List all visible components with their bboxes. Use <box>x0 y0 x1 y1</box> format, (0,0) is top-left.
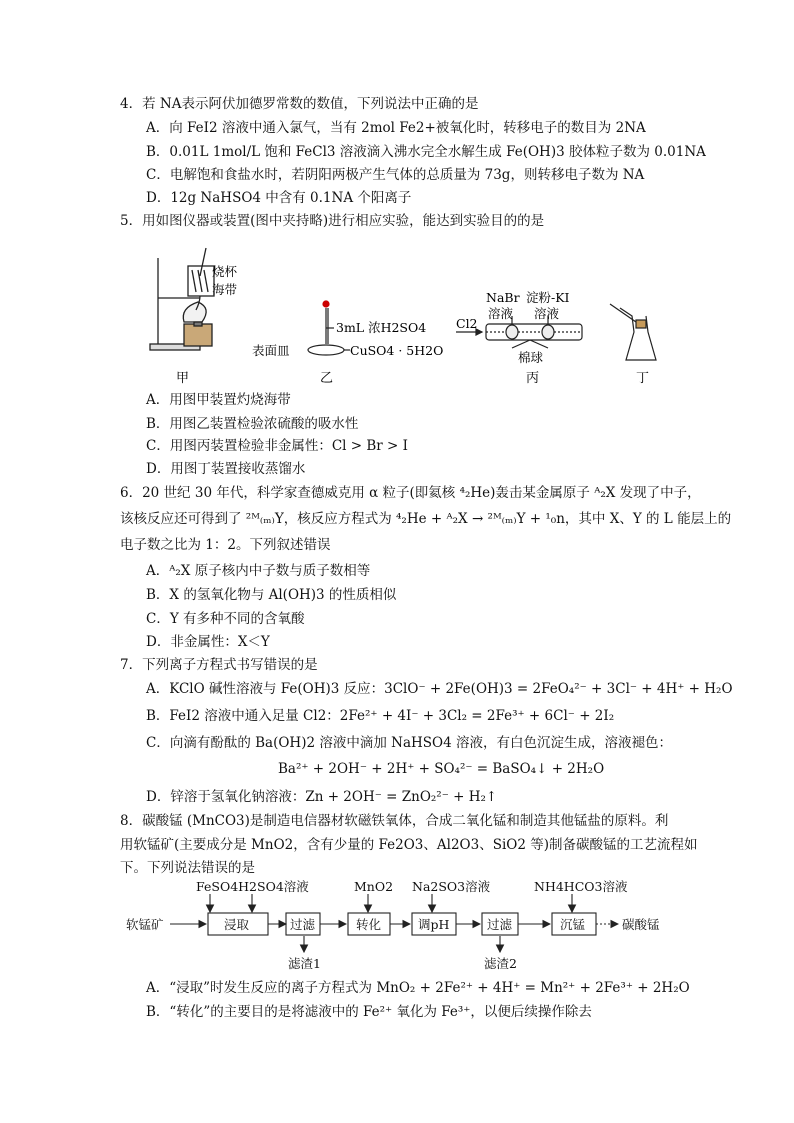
label-acid: 3mL 浓H2SO4 <box>336 320 427 335</box>
apparatus-ding <box>610 304 656 360</box>
flow-step-filter2: 过滤 <box>487 917 513 932</box>
q6-stem-line1: 6．20 世纪 30 年代，科学家查德威克用 α 粒子(即氦核 ⁴₂He)轰击某金属原子 ᴬ₂X 发现了中子， <box>120 485 701 501</box>
flow-step-adjust-ph: 调pH <box>418 917 450 932</box>
q7-option-c: C．向滴有酚酞的 Ba(OH)2 溶液中滴加 NaHSO4 溶液，有白色沉淀生成，溶液褪色： <box>146 735 672 751</box>
label-nabr: NaBr <box>486 290 520 305</box>
q6-option-b: B．X 的氢氧化物与 Al(OH)3 的性质相似 <box>146 587 397 603</box>
flow-residue2: 滤渣2 <box>484 956 517 971</box>
flow-step-leach: 浸取 <box>224 917 250 932</box>
flow-input: 软锰矿 <box>126 917 164 932</box>
flow-reagent-mno2: MnO2 <box>354 879 394 894</box>
q6-stem-line3: 电子数之比为 1：2。下列叙述错误 <box>120 537 331 553</box>
label-starch-ki: 淀粉-KI <box>526 290 570 305</box>
label-starch-ki-solution: 溶液 <box>534 306 560 321</box>
q8-stem-line1: 8．碳酸锰 (MnCO3)是制造电信器材软磁铁氧体，合成二氧化锰和制造其他锰盐的原料。利 <box>120 813 669 829</box>
q7-option-c-equation: Ba²⁺ + 2OH⁻ + 2H⁺ + SO₄²⁻ = BaSO₄↓ + 2H₂O <box>278 761 605 777</box>
q8-option-b: B．“转化”的主要目的是将滤液中的 Fe²⁺ 氧化为 Fe³⁺，以便后续操作除去 <box>146 1004 592 1020</box>
q5-option-b: B．用图乙装置检验浓硫酸的吸水性 <box>146 416 359 432</box>
q5-stem: 5．用如图仪器或装置(图中夹持略)进行相应实验，能达到实验目的的是 <box>120 213 545 229</box>
q7-option-b: B．FeI2 溶液中通入足量 Cl2：2Fe²⁺ + 4I⁻ + 3Cl₂ = 2Fe³⁺ + 6Cl⁻ + 2I₂ <box>146 708 615 724</box>
q4-option-c: C．电解饱和食盐水时，若阴阳两极产生气体的总质量为 73g，则转移电子数为 NA <box>146 167 645 183</box>
flow-reagent-na2so3: Na2SO3溶液 <box>412 879 491 894</box>
q6-option-d: D．非金属性：X＜Y <box>146 634 270 650</box>
q8-option-a: A．“浸取”时发生反应的离子方程式为 MnO₂ + 2Fe²⁺ + 4H⁺ = Mn²⁺ + 2Fe³⁺ + 2H₂O <box>146 980 690 996</box>
q6-stem-line2: 该核反应还可得到了 ²ᴹ₍ₘ₎Y，核反应方程式为 ⁴₂He + ᴬ₂X → ²ᴹ₍ₘ₎Y + ¹₀n，其中 X、Y 的 L 能层上的 <box>120 511 732 527</box>
q8-stem-line3: 下。下列说法错误的是 <box>120 860 255 876</box>
q5-option-a: A．用图甲装置灼烧海带 <box>146 392 291 408</box>
q5-option-c: C．用图丙装置检验非金属性：Cl > Br > I <box>146 438 408 454</box>
label-salt: CuSO4 · 5H2O <box>350 343 444 358</box>
label-jia: 甲 <box>176 371 190 386</box>
apparatus-jia <box>150 248 214 350</box>
label-dish: 表面皿 <box>252 343 290 358</box>
flow-reagent-feso4: FeSO4H2SO4溶液 <box>196 879 309 894</box>
label-cl2: Cl2 <box>456 316 478 331</box>
q8-stem-line2: 用软锰矿(主要成分是 MnO2，含有少量的 Fe2O3、Al2O3、SiO2 等)制备碳酸锰的工艺流程如 <box>120 837 698 853</box>
label-bing: 丙 <box>526 371 540 386</box>
q5-apparatus-figure <box>140 236 680 388</box>
q7-stem: 7．下列离子方程式书写错误的是 <box>120 657 318 673</box>
q4-stem: 4．若 NA表示阿伏加德罗常数的数值，下列说法中正确的是 <box>120 96 479 112</box>
flow-reagent-nh4hco3: NH4HCO3溶液 <box>534 879 628 894</box>
q4-option-b: B．0.01L 1mol/L 饱和 FeCl3 溶液滴入沸水完全水解生成 Fe(OH)3 胶体粒子数为 0.01NA <box>146 144 706 160</box>
q5-option-d: D．用图丁装置接收蒸馏水 <box>146 461 306 477</box>
label-yi: 乙 <box>320 371 334 386</box>
q6-option-c: C．Y 有多种不同的含氧酸 <box>146 611 305 627</box>
flow-step-precipitate: 沉锰 <box>560 917 586 932</box>
flow-residue1: 滤渣1 <box>288 956 321 971</box>
label-beaker: 烧杯 <box>212 264 238 279</box>
label-seaweed: 海带 <box>212 282 238 297</box>
flow-output: 碳酸锰 <box>622 917 660 932</box>
q7-option-a: A．KClO 碱性溶液与 Fe(OH)3 反应：3ClO⁻ + 2Fe(OH)3 = 2FeO₄²⁻ + 3Cl⁻ + 4H⁺ + H₂O <box>146 681 733 697</box>
q8-process-flowchart <box>122 878 682 974</box>
flow-step-filter1: 过滤 <box>290 917 316 932</box>
q6-option-a: A．ᴬ₂X 原子核内中子数与质子数相等 <box>146 563 371 579</box>
label-ding: 丁 <box>636 371 650 386</box>
flow-step-convert: 转化 <box>356 917 382 932</box>
q4-option-d: D．12g NaHSO4 中含有 0.1NA 个阳离子 <box>146 190 412 206</box>
label-cotton: 棉球 <box>518 350 544 365</box>
q4-option-a: A．向 FeI2 溶液中通入氯气，当有 2mol Fe2+被氧化时，转移电子的数目为 2NA <box>146 120 646 136</box>
q7-option-d: D．锌溶于氢氧化钠溶液：Zn + 2OH⁻ = ZnO₂²⁻ + H₂↑ <box>146 789 498 805</box>
label-nabr-solution: 溶液 <box>488 306 514 321</box>
